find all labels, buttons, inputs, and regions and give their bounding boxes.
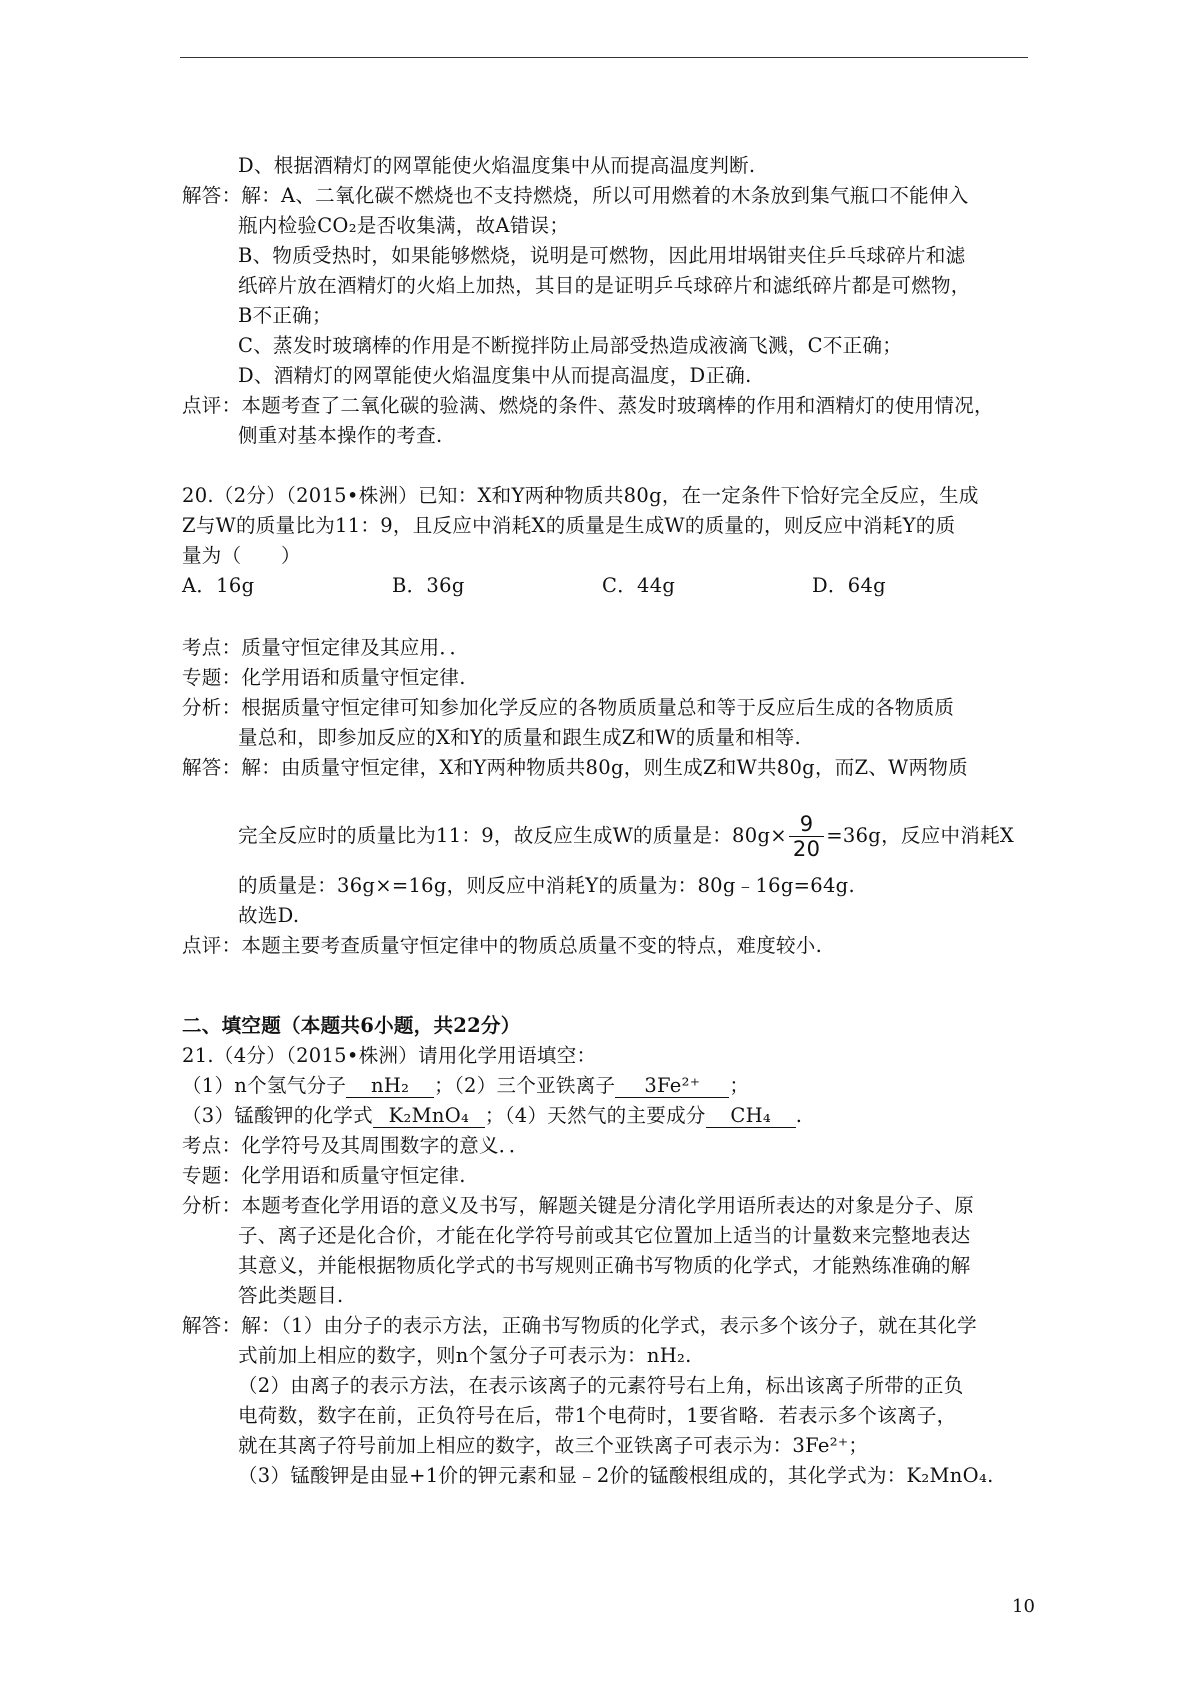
- text-line: B不正确；: [238, 304, 332, 327]
- text-line: 解答：解：A、二氧化碳不燃烧也不支持燃烧，所以可用燃着的木条放到集气瓶口不能伸入: [182, 184, 969, 207]
- text-line: 考点：质量守恒定律及其应用．．: [182, 636, 470, 659]
- text-line: C．44g: [602, 574, 676, 597]
- text-line: 专题：化学用语和质量守恒定律.: [182, 666, 466, 689]
- answer-blank-2: 3Fe²⁺: [615, 1075, 729, 1098]
- fill-blank-line-1: [182, 1073, 749, 1099]
- text-line: 分析：根据质量守恒定律可知参加化学反应的各物质质量总和等于反应后生成的各物质质: [182, 696, 955, 719]
- text-line: 点评：本题主要考查质量守恒定律中的物质总质量不变的特点，难度较小.: [182, 934, 823, 957]
- fraction: [789, 812, 824, 861]
- text-line: 其意义，并能根据物质化学式的书写规则正确书写物质的化学式，才能熟练准确的解: [238, 1254, 971, 1277]
- text-line: 21.（4分）（2015•株洲）请用化学用语填空：: [182, 1044, 597, 1067]
- text-line: 点评：本题考查了二氧化碳的验满、燃烧的条件、蒸发时玻璃棒的作用和酒精灯的使用情况，: [182, 394, 994, 417]
- text-line: D、酒精灯的网罩能使火焰温度集中从而提高温度，D正确.: [238, 364, 752, 387]
- text-line: 专题：化学用语和质量守恒定律.: [182, 1164, 466, 1187]
- text-line: 分析：本题考查化学用语的意义及书写，解题关键是分清化学用语所表达的对象是分子、原: [182, 1194, 975, 1217]
- answer-blank-1: nH₂: [346, 1075, 434, 1098]
- text-line: D．64g: [812, 574, 886, 597]
- text-line: （3）锰酸钾是由显+1价的钾元素和显﹣2价的锰酸根组成的，其化学式为：K₂MnO₄.: [238, 1464, 994, 1487]
- header-rule: [180, 57, 1028, 58]
- page-number: 10: [1012, 1596, 1035, 1617]
- fill-blank-line-2: [182, 1103, 802, 1129]
- text-line: 就在其离子符号前加上相应的数字，故三个亚铁离子可表示为：3Fe²⁺；: [238, 1434, 869, 1457]
- fill-prompt-4: ；（4）天然气的主要成分: [484, 1104, 706, 1127]
- text-line: 的质量是：36g×=16g，则反应中消耗Y的质量为：80g﹣16g=64g.: [238, 874, 855, 897]
- text-line: 式前加上相应的数字，则n个氢分子可表示为：nH₂.: [238, 1344, 692, 1367]
- text-line: 侧重对基本操作的考查.: [238, 424, 443, 447]
- text-line: 电荷数，数字在前，正负符号在后，带1个电荷时，1要省略．若表示多个该离子，: [238, 1404, 957, 1427]
- text-line: 二、填空题（本题共6小题，共22分）: [182, 1014, 521, 1037]
- fraction-denominator: 20: [792, 837, 821, 861]
- fill-punct-2: .: [795, 1104, 803, 1127]
- text-line: 答此类题目.: [238, 1284, 344, 1307]
- formula-text-after: =36g，反应中消耗X: [826, 824, 1015, 847]
- text-line: C、蒸发时玻璃棒的作用是不断搅拌防止局部受热造成液滴飞溅，C不正确；: [238, 334, 903, 357]
- text-line: A．16g: [182, 574, 255, 597]
- fill-punct-1: ；: [729, 1074, 750, 1097]
- text-line: 考点：化学符号及其周围数字的意义．．: [182, 1134, 529, 1157]
- fill-prompt-3: （3）锰酸钾的化学式: [182, 1104, 373, 1127]
- formula-line: [238, 812, 1014, 861]
- text-line: 子、离子还是化合价，才能在化学符号前或其它位置加上适当的计量数来完整地表达: [238, 1224, 971, 1247]
- text-line: 瓶内检验CO₂是否收集满，故A错误；: [238, 214, 570, 237]
- text-line: 量总和，即参加反应的X和Y的质量和跟生成Z和W的质量和相等.: [238, 726, 802, 749]
- formula-text-before: 完全反应时的质量比为11：9，故反应生成W的质量是：80g×: [238, 824, 787, 847]
- answer-blank-3: K₂MnO₄: [373, 1105, 485, 1128]
- fill-prompt-2: ；（2）三个亚铁离子: [434, 1074, 616, 1097]
- fraction-numerator: 9: [789, 812, 824, 837]
- text-line: 20.（2分）（2015•株洲）已知：X和Y两种物质共80g，在一定条件下恰好完全反应，生成: [182, 484, 979, 507]
- text-line: 量为（ ）: [182, 544, 301, 567]
- text-line: （2）由离子的表示方法，在表示该离子的元素符号右上角，标出该离子所带的正负: [238, 1374, 964, 1397]
- fill-prompt-1: （1）n个氢气分子: [182, 1074, 347, 1097]
- text-line: 解答：解：（1）由分子的表示方法，正确书写物质的化学式，表示多个该分子，就在其化学: [182, 1314, 977, 1337]
- text-line: B、物质受热时，如果能够燃烧，说明是可燃物，因此用坩埚钳夹住乒乓球碎片和滤: [238, 244, 966, 267]
- text-line: Z与W的质量比为11：9，且反应中消耗X的质量是生成W的质量的，则反应中消耗Y的质: [182, 514, 956, 537]
- text-line: 解答：解：由质量守恒定律，X和Y两种物质共80g，则生成Z和W共80g，而Z、W两物质: [182, 756, 968, 779]
- text-line: D、根据酒精灯的网罩能使火焰温度集中从而提高温度判断.: [238, 154, 756, 177]
- answer-blank-4: CH₄: [706, 1105, 796, 1128]
- text-line: 故选D.: [238, 904, 300, 927]
- text-line: B．36g: [392, 574, 465, 597]
- text-line: 纸碎片放在酒精灯的火焰上加热，其目的是证明乒乓球碎片和滤纸碎片都是可燃物，: [238, 274, 971, 297]
